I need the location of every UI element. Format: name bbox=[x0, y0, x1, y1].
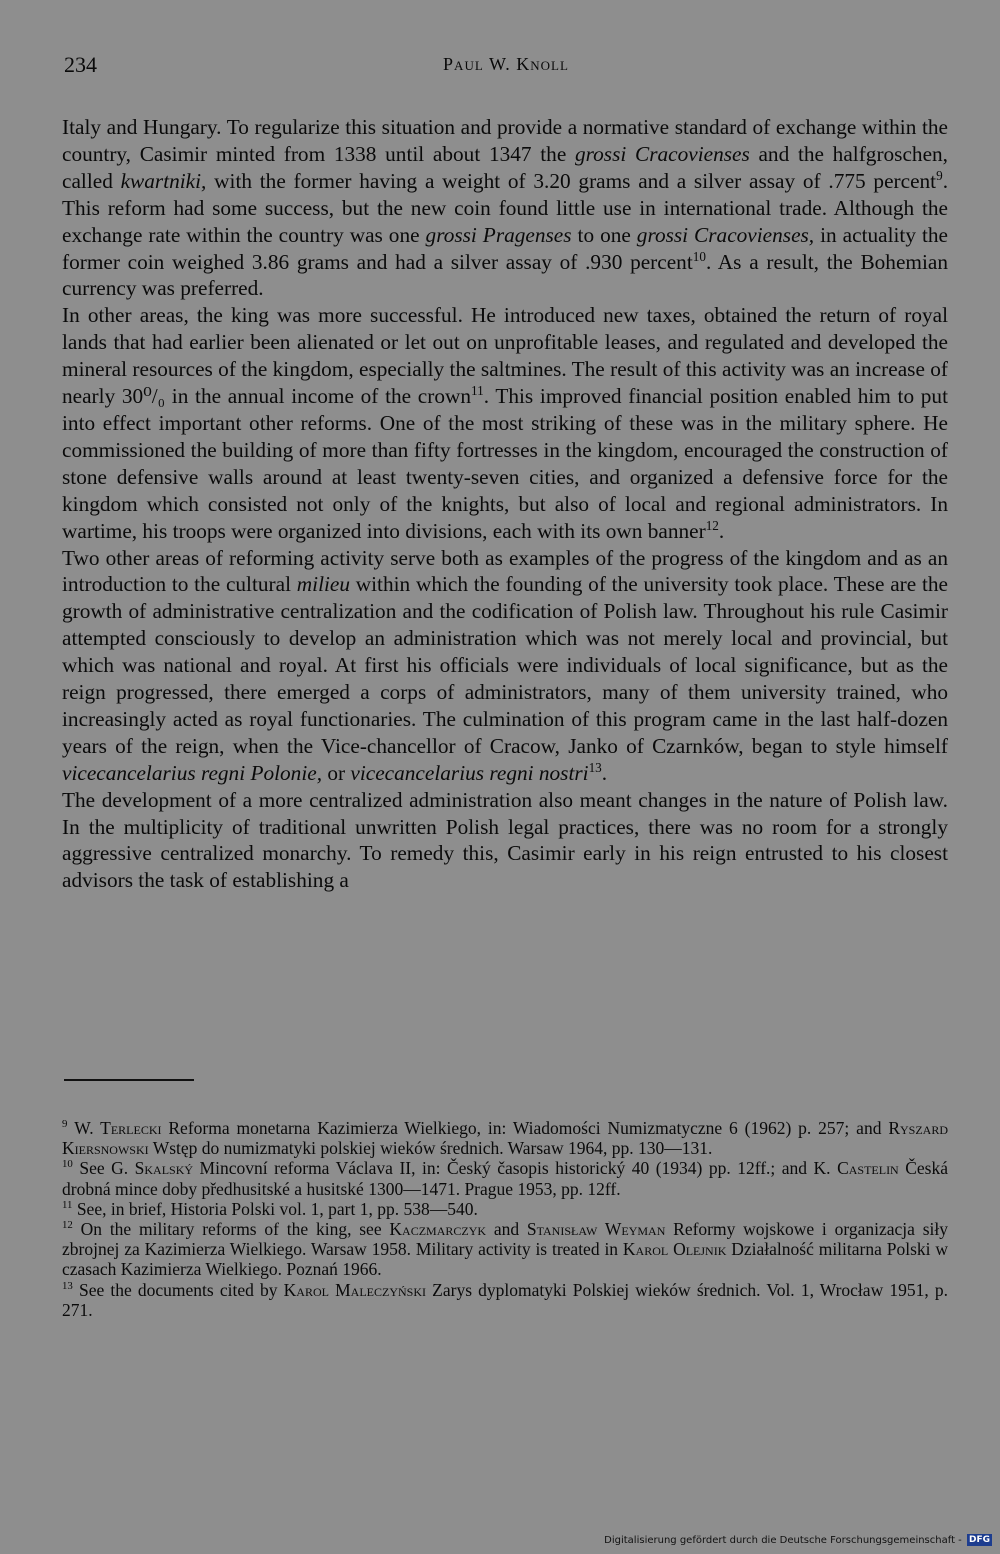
italic-text: milieu bbox=[296, 572, 350, 597]
text-run: in actuality the former coin weighed 3.86 grams and had a silver assay of .930 percent bbox=[62, 222, 948, 274]
footnote-marker: 11 bbox=[471, 382, 484, 398]
digitization-credit bbox=[604, 1534, 992, 1548]
author-name: Kaczmarczyk bbox=[389, 1219, 487, 1240]
paragraph bbox=[62, 787, 948, 895]
text-run: within which the founding of the university took place. These are the growth of administrative centralization and the codification of Polish law. Throughout his rule Casimir attempted consciously to develop an administration which was not merely local and provincial, but which was national and royal. At first his officials were individuals of local significance, but as the reign progressed, there emerged a corps of administrators, many of them university trained, who increasingly acted as royal functionaries. The culmination of this program came in the last half-dozen years of the reign, when the Vice-chancellor of Cracow, Janko of Czarnków, began to style himself bbox=[62, 572, 948, 758]
footnote bbox=[62, 1158, 948, 1198]
text-run: and the halfgroschen, called bbox=[62, 141, 948, 193]
text-run: In other areas, the king was more successful. He introduced new taxes, obtained the return of royal lands that had earlier been alienated or let out on unprofitable leases, and regulated and developed the mineral resources of the kingdom, especially the saltmines. The result of this activity was an increase of nearly 30⁰/₀ in the annual income of the crown bbox=[62, 303, 948, 409]
text-run: Česká drobná mince doby předhusitské a husitské 1300—1471. Prague 1953, pp. 12ff. bbox=[62, 1158, 948, 1199]
footnote-marker: 10 bbox=[62, 1158, 73, 1171]
italic-text: grossi Cracovienses bbox=[575, 141, 750, 166]
footnote-marker: 9 bbox=[936, 167, 943, 183]
text-run: On the military reforms of the king, see bbox=[72, 1219, 390, 1240]
footnote-marker: 13 bbox=[588, 759, 602, 775]
italic-text: vicecancelarius regni nostri bbox=[350, 760, 589, 785]
footnote bbox=[62, 1118, 948, 1158]
text-run: Zarys dyplomatyki Polskiej wieków średnich. Vol. 1, Wrocław 1951, p. 271. bbox=[62, 1279, 948, 1320]
italic-text: kwartniki, bbox=[120, 168, 207, 193]
text-run: See the documents cited by bbox=[72, 1279, 284, 1300]
footnote-separator bbox=[64, 1079, 194, 1081]
dfg-logo: DFG bbox=[968, 1535, 990, 1545]
italic-text: grossi Pragenses bbox=[425, 222, 572, 247]
author-name: W. Terlecki bbox=[74, 1118, 162, 1138]
text-run: Wstęp do numizmatyki polskiej wieków średnich. Warsaw 1964, pp. 130—131. bbox=[148, 1138, 713, 1159]
text-run: Two other areas of reforming activity serve both as examples of the progress of the kingdom and as an introduction to the cultural bbox=[62, 545, 948, 597]
author-name: Stanisław Weyman bbox=[526, 1219, 666, 1240]
author-name: Karol Olejnik bbox=[622, 1239, 727, 1260]
paragraph bbox=[62, 114, 948, 302]
text-run: . As a result, the Bohemian currency was preferred. bbox=[62, 249, 948, 301]
text-run: to one bbox=[571, 222, 637, 247]
footnote bbox=[62, 1199, 948, 1219]
italic-text: vicecancelarius regni Polonie, bbox=[62, 760, 323, 785]
text-run: . bbox=[601, 760, 608, 785]
author-name: Skalský bbox=[134, 1158, 194, 1179]
text-run: . bbox=[718, 518, 725, 543]
running-title: Paul W. Knoll bbox=[443, 54, 569, 74]
footnote-marker: 13 bbox=[62, 1279, 73, 1292]
text-run: Działalność militarna Polski w czasach Kazimierza Wielkiego. Poznań 1966. bbox=[62, 1239, 949, 1280]
author-name: Karol Maleczyński bbox=[283, 1279, 427, 1300]
text-run: See, in brief, Historia Polski vol. 1, part 1, pp. 538—540. bbox=[72, 1198, 478, 1219]
text-run: or bbox=[322, 760, 351, 785]
footnote-marker: 9 bbox=[62, 1118, 68, 1131]
text-run: . This improved financial position enabled him to put into effect important other reforms. One of the most striking of these was in the military sphere. He commissioned the building of more than fifty fortresses in the kingdom, encouraged the construction of stone defensive walls around at least twenty-seven cities, and organized a defensive force for the kingdom which consisted not only of the knights, but also of local and regional administrators. In wartime, his troops were organized into divisions, each with its own banner bbox=[62, 384, 949, 543]
text-run: See G. bbox=[72, 1158, 135, 1179]
text-run: and bbox=[486, 1219, 527, 1240]
paragraph bbox=[62, 302, 948, 544]
credit-text: Digitalisierung gefördert durch die Deutsche Forschungsgemeinschaft - bbox=[604, 1535, 962, 1546]
author-name: Castelin bbox=[837, 1158, 899, 1179]
footnotes bbox=[62, 1118, 948, 1320]
text-run: Italy and Hungary. To regularize this situation and provide a normative standard of exchange within the country, Casimir minted from 1338 until about 1347 the bbox=[62, 115, 948, 166]
text-run: Mincovní reforma Václava II, in: Český časopis historický 40 (1934) pp. 12ff.; and K. bbox=[193, 1158, 838, 1179]
footnote-marker: 12 bbox=[705, 517, 719, 533]
text-run: Reformy wojskowe i organizacja siły zbrojnej za Kazimierza Wielkiego. Warsaw 1958. Military activity is treated in bbox=[62, 1219, 948, 1260]
page-header bbox=[64, 52, 948, 86]
text-run: . This reform had some success, but the new coin found little use in international trade. Although the exchange rate within the country was one bbox=[62, 168, 949, 247]
author-name: Ryszard Kiersnowski bbox=[62, 1118, 949, 1159]
footnote-marker: 10 bbox=[692, 248, 706, 264]
text-run: The development of a more centralized administration also meant changes in the nature of Polish law. In the multiplicity of traditional unwritten Polish legal practices, there was no room for a strongly aggressive centralized monarchy. To remedy this, Casimir early in his reign entrusted to his closest advisors the task of establishing a bbox=[62, 787, 948, 893]
text-run: with the former having a weight of 3.20 grams and a silver assay of .775 percent bbox=[206, 168, 937, 193]
paragraph bbox=[62, 545, 948, 787]
footnote bbox=[62, 1280, 948, 1320]
footnote bbox=[62, 1219, 948, 1280]
text-run: Reforma monetarna Kazimierza Wielkiego, in: Wiadomości Numizmatyczne 6 (1962) p. 257; and bbox=[161, 1118, 889, 1138]
footnote-marker: 11 bbox=[62, 1198, 73, 1211]
italic-text: grossi Cracovienses, bbox=[636, 222, 815, 247]
footnote-marker: 12 bbox=[62, 1219, 73, 1232]
body-text bbox=[62, 114, 948, 894]
page-number: 234 bbox=[64, 52, 97, 77]
